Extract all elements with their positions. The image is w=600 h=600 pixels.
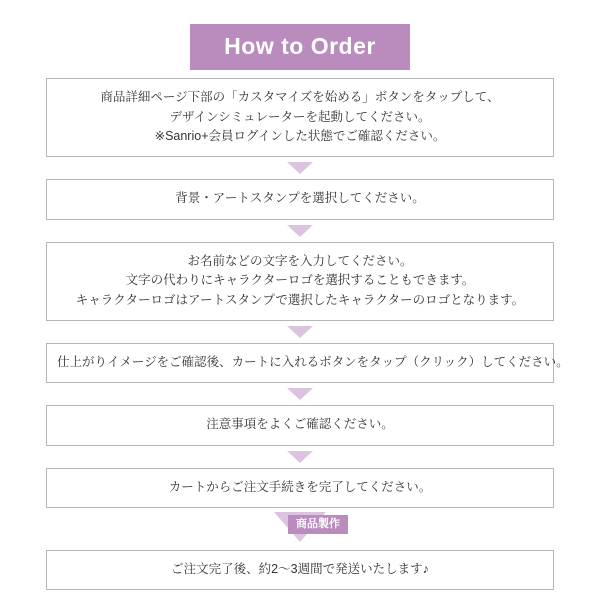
step-1-line-1: 商品詳細ページ下部の「カスタマイズを始める」ボタンをタップして、	[100, 90, 500, 105]
step-3-line-2: 文字の代わりにキャラクターロゴを選択することもできます。	[125, 273, 475, 288]
flow-arrow-4	[287, 388, 313, 400]
page-title: How to Order	[190, 24, 410, 70]
step-3-line-3: キャラクターロゴはアートスタンプで選択したキャラクターのロゴとなります。	[75, 292, 525, 307]
stage-badge: 商品製作	[288, 515, 348, 534]
flow-arrow-2	[287, 225, 313, 237]
flow-arrow-5	[287, 451, 313, 463]
step-6-line-1: カートからご注文手続きを完了してください。	[168, 479, 432, 494]
production-stage-arrow-container	[46, 512, 554, 546]
step-2-line-1: 背景・アートスタンプを選択してください。	[175, 191, 425, 206]
step-7-line-1: ご注文完了後、約2〜3週間で発送いたします♪	[171, 562, 429, 577]
step-1-line-2: デザインシミュレーターを起動してください。	[169, 109, 431, 124]
flow-arrow-1	[287, 162, 313, 174]
flow-arrow-3	[287, 326, 313, 338]
step-1-line-3: ※Sanrio+会員ログインした状態でご確認ください。	[154, 129, 446, 144]
title-container	[46, 24, 554, 70]
step-box-7	[46, 550, 554, 590]
step-box-5	[46, 405, 554, 445]
step-4-line-1: 仕上がりイメージをご確認後、カートに入れるボタンをタップ（クリック）してください。	[57, 354, 569, 369]
step-3-line-1: お名前などの文字を入力してください。	[187, 253, 413, 268]
step-box-2	[46, 179, 554, 219]
step-5-line-1: 注意事項をよくご確認ください。	[206, 417, 394, 432]
step-box-6	[46, 468, 554, 508]
step-box-1	[46, 78, 554, 157]
step-box-3	[46, 242, 554, 321]
step-box-4	[46, 343, 569, 383]
